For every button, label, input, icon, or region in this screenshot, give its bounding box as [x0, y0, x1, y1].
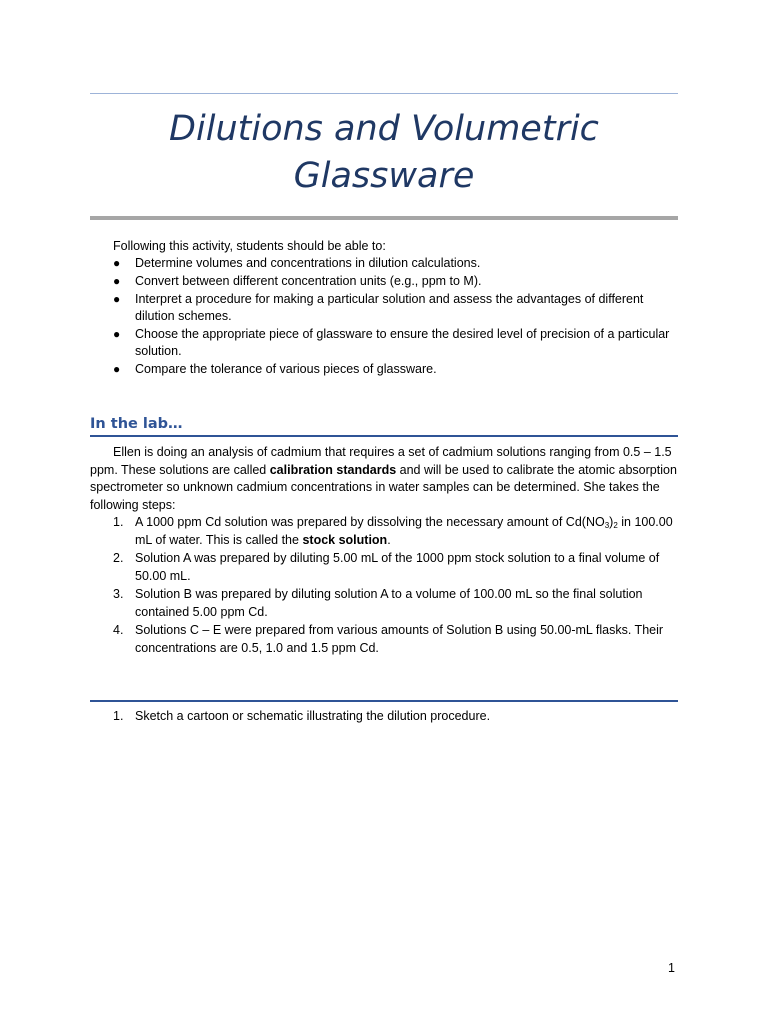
lab-text-2: and will be used to calibrate the atomic absorption spectrometer so unknown cadmium concentrations in water samples can be determined. She takes the following steps: [90, 462, 677, 512]
procedure-step [90, 514, 678, 549]
lab-section [90, 444, 678, 658]
title-underline [90, 216, 678, 220]
objective-text: Interpret a procedure for making a particular solution and assess the advantages of different dilution schemes. [135, 292, 644, 323]
lab-text-1: Ellen is doing an analysis of cadmium that requires a set of cadmium solutions ranging from 0.5 – 1.5 ppm. These solutions are called [90, 445, 672, 477]
question-item [90, 708, 678, 725]
step-number: 2. [113, 551, 124, 565]
procedure-steps [90, 514, 678, 657]
stock-solution-term: stock solution [302, 532, 388, 547]
bullet-icon: ● [113, 362, 121, 376]
subscript: 3 [604, 521, 610, 530]
top-rule [90, 93, 678, 94]
objective-text: Determine volumes and concentrations in dilution calculations. [135, 256, 481, 270]
objective-item [113, 255, 679, 272]
step-number: 4. [113, 623, 124, 637]
procedure-step [90, 622, 678, 657]
step-text: ) [609, 515, 614, 529]
question-text: Sketch a cartoon or schematic illustrating the dilution procedure. [135, 709, 491, 723]
procedure-step [90, 550, 678, 585]
bullet-icon: ● [113, 292, 121, 306]
objectives-list [113, 255, 679, 378]
step-number: 3. [113, 587, 124, 601]
step-text: Solution B was prepared by diluting solution A to a volume of 100.00 mL so the final solution contained 5.00 ppm Cd. [135, 587, 643, 619]
step-text: in 100.00 mL of water. This is called the [135, 515, 673, 547]
objective-text: Compare the tolerance of various pieces of glassware. [135, 362, 437, 376]
title-line-1: Dilutions and Volumetric [169, 109, 599, 149]
bullet-icon: ● [113, 274, 121, 288]
questions-list [90, 708, 678, 725]
objective-item [113, 326, 679, 360]
objective-text: Convert between different concentration units (e.g., ppm to M). [135, 274, 482, 288]
objective-item [113, 291, 679, 325]
step-text: . [387, 532, 391, 547]
objective-item [113, 273, 679, 290]
questions-section [90, 708, 678, 725]
step-text: Solution A was prepared by diluting 5.00 mL of the 1000 ppm stock solution to a final volume of 50.00 mL. [135, 551, 660, 583]
objective-text: Choose the appropriate piece of glassware to ensure the desired level of precision of a particular solution. [135, 327, 670, 358]
questions-rule [90, 700, 678, 702]
subscript: 2 [613, 521, 618, 530]
procedure-step [90, 586, 678, 621]
bullet-icon: ● [113, 327, 121, 341]
step-number: 1. [113, 515, 124, 529]
step-text: Solutions C – E were prepared from various amounts of Solution B using 50.00-mL flasks. Their concentrations are 0.5, 1.0 and 1.5 ppm Cd. [135, 623, 664, 655]
question-number: 1. [113, 709, 124, 723]
calibration-standards-term: calibration standards [269, 462, 397, 477]
bullet-icon: ● [113, 256, 121, 270]
page-number: 1 [668, 961, 675, 975]
objective-item [113, 361, 679, 378]
objectives-intro: Following this activity, students should be able to: [113, 239, 386, 253]
learning-objectives [113, 238, 679, 379]
step-text: A 1000 ppm Cd solution was prepared by dissolving the necessary amount of Cd(NO [135, 515, 605, 529]
lab-paragraph [90, 444, 678, 514]
section-heading-in-the-lab: In the lab… [90, 416, 678, 437]
page-title [90, 106, 678, 200]
title-line-2: Glassware [293, 156, 475, 196]
